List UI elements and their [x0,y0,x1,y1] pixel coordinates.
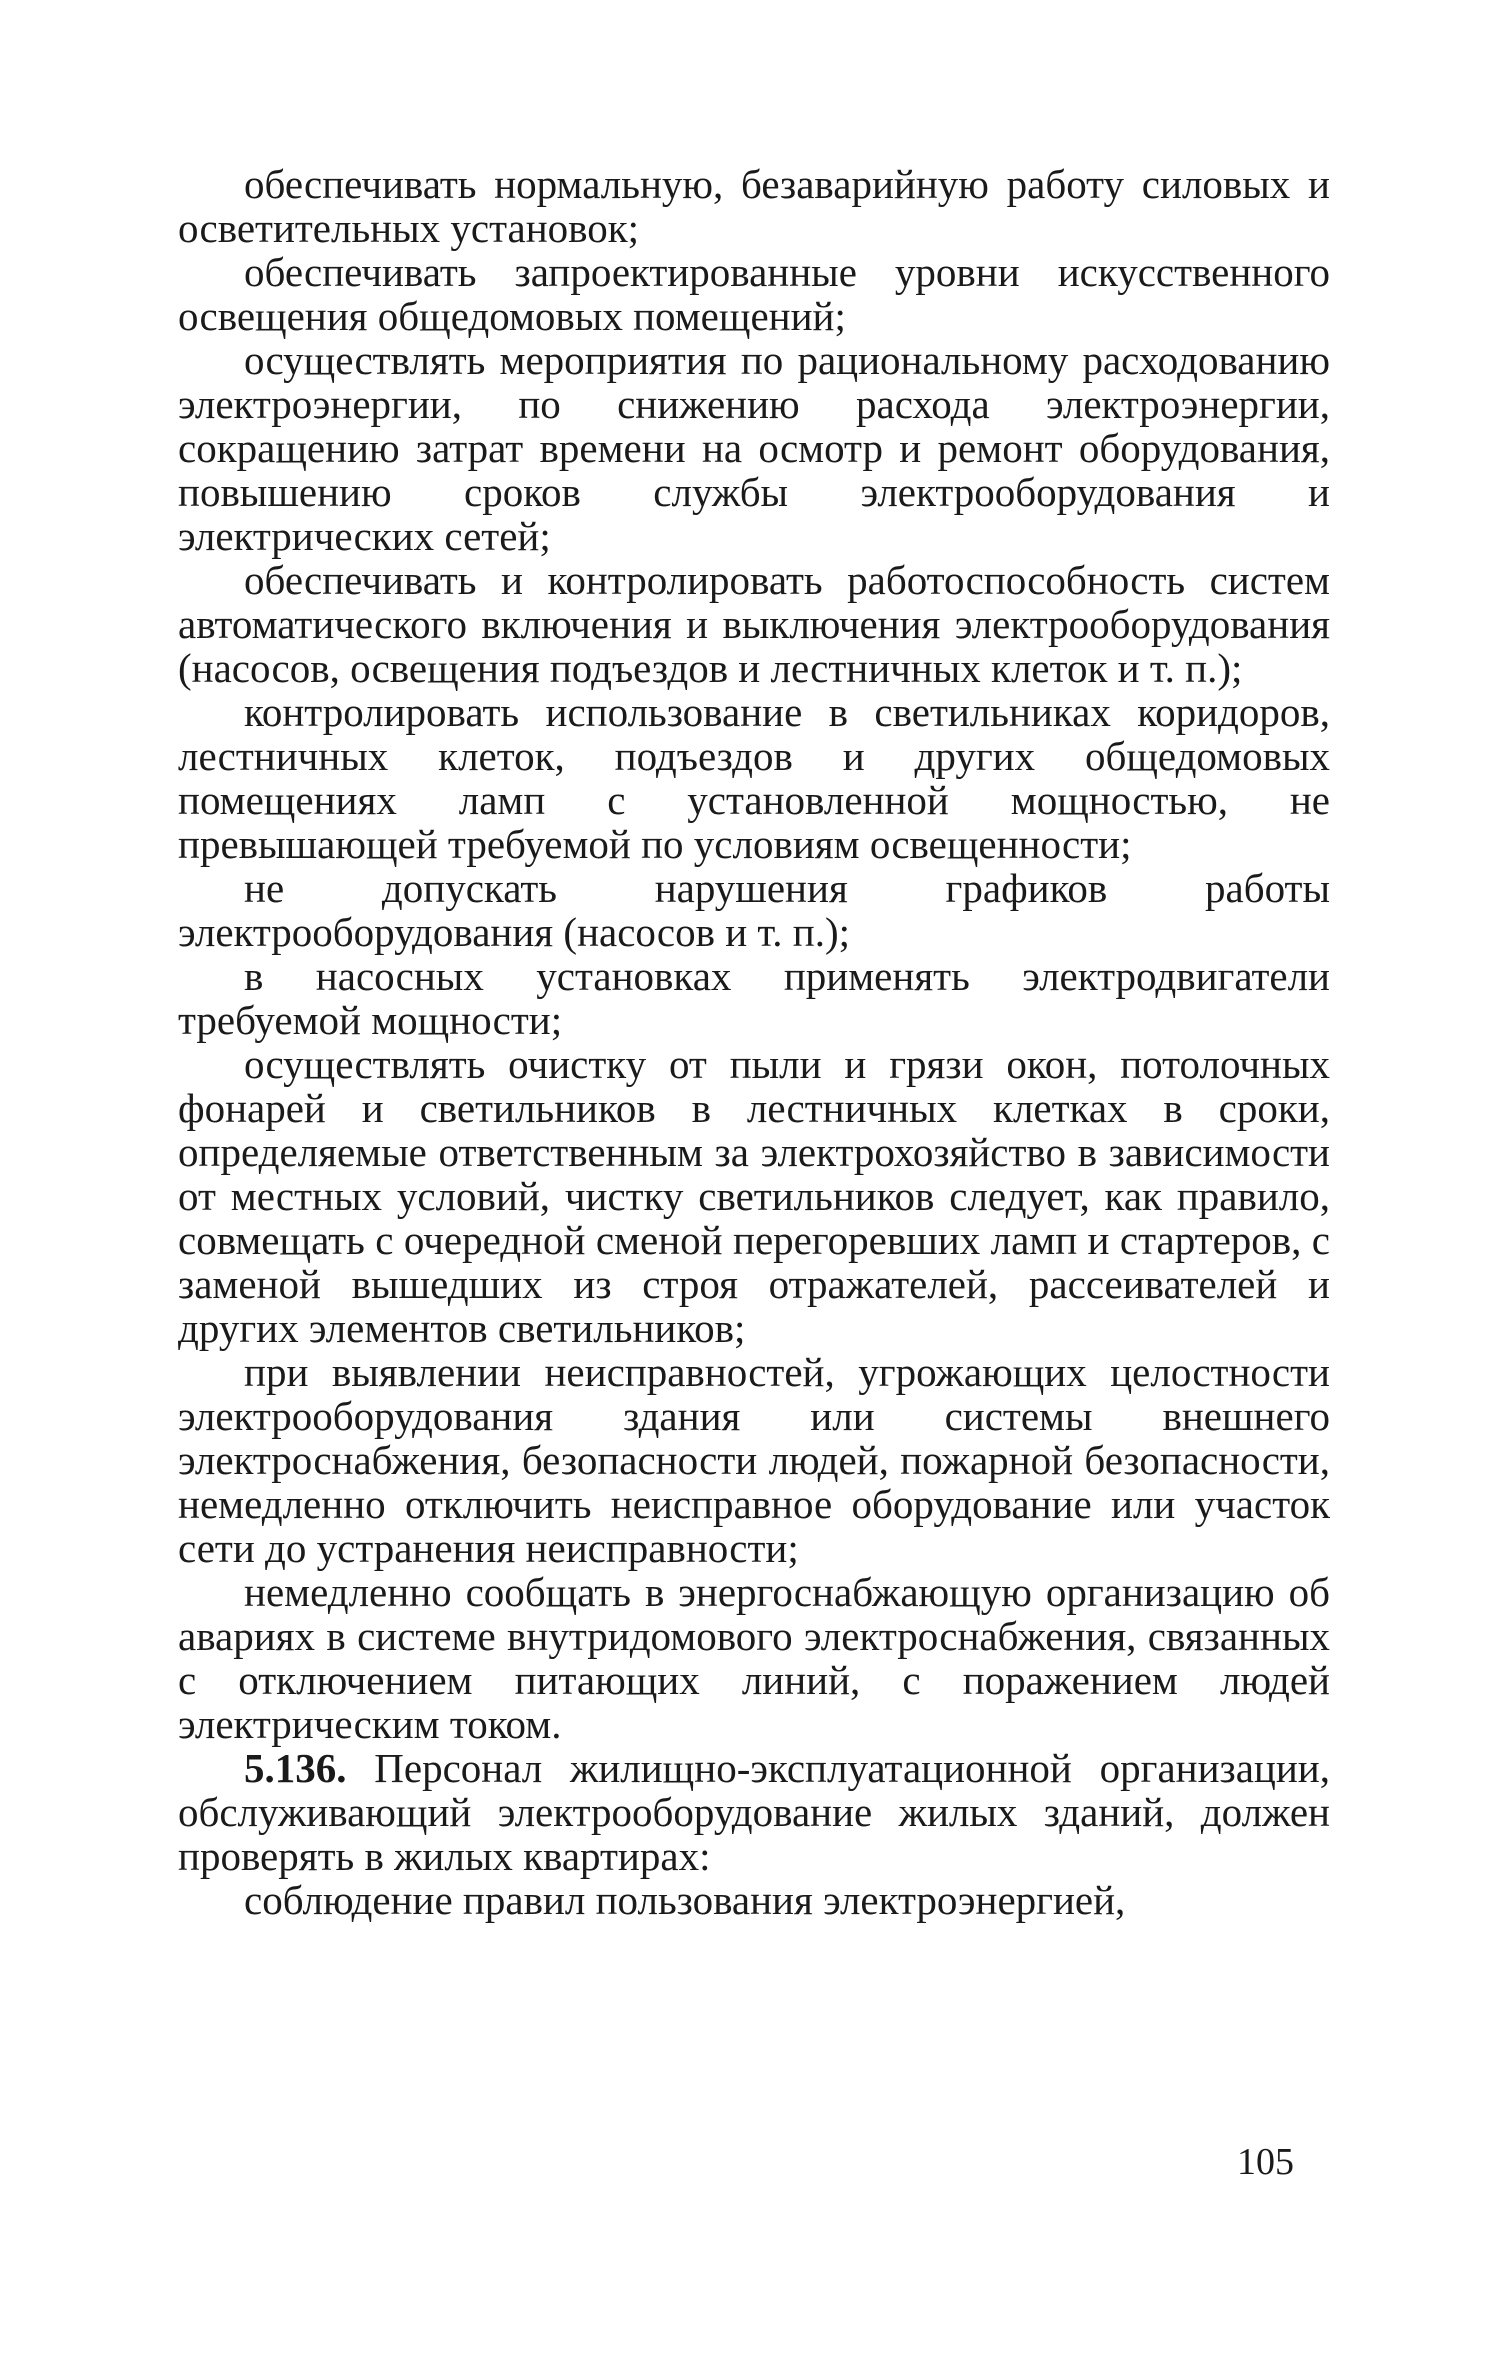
paragraph-2: обеспечивать запроектированные уровни искусственного освещения общедомовых помещений; [178,249,1330,339]
page-body [178,162,1330,1922]
paragraph-9: при выявлении неисправностей, угрожающих целостности электрооборудования здания или системы внешнего электроснабжения, безопасности людей, пожарной безопасности, немедленно отключить неисправное оборудование или участок сети до устранения неисправности; [178,1349,1330,1571]
section-paragraph [178,1746,1330,1878]
paragraph-7: в насосных установках применять электродвигатели требуемой мощности; [178,953,1330,1043]
paragraph-6: не допускать нарушения графиков работы электрооборудования (насосов и т. п.); [178,865,1330,955]
section-text: Персонал жилищно-эксплуатационной организации, обслуживающий электрооборудование жилых зданий, должен проверять в жилых квартирах: [178,1745,1331,1879]
paragraph-10: немедленно сообщать в энергоснабжающую организацию об авариях в системе внутридомового электроснабжения, связанных с отключением питающих линий, с поражением людей электрическим током. [178,1569,1330,1747]
paragraph-8: осуществлять очистку от пыли и грязи окон, потолочных фонарей и светильников в лестничных клетках в сроки, определяемые ответственным за электрохозяйство в зависимости от местных условий, чистку светильников следует, как правило, совмещать с очередной сменой перегоревших ламп и стартеров, с заменой вышедших из строя отражателей, рассеивателей и других элементов светильников; [178,1041,1330,1351]
paragraph-3: осуществлять мероприятия по рациональному расходованию электроэнергии, по снижению расхода электроэнергии, сокращению затрат времени на осмотр и ремонт оборудования, повышению сроков службы электрооборудования и электрических сетей; [178,337,1330,559]
section-number: 5.136. [244,1745,347,1791]
paragraph-1: обеспечивать нормальную, безаварийную работу силовых и осветительных установок; [178,161,1330,251]
page-number: 105 [1237,2141,1294,2183]
paragraph-5: контролировать использование в светильниках коридоров, лестничных клеток, подъездов и других общедомовых помещениях ламп с установленной мощностью, не превышающей требуемой по условиям освещенности; [178,689,1330,867]
paragraph-4: обеспечивать и контролировать работоспособность систем автоматического включения и выключения электрооборудования (насосов, освещения подъездов и лестничных клеток и т. п.); [178,557,1330,691]
last-paragraph: соблюдение правил пользования электроэнергией, [244,1877,1126,1923]
